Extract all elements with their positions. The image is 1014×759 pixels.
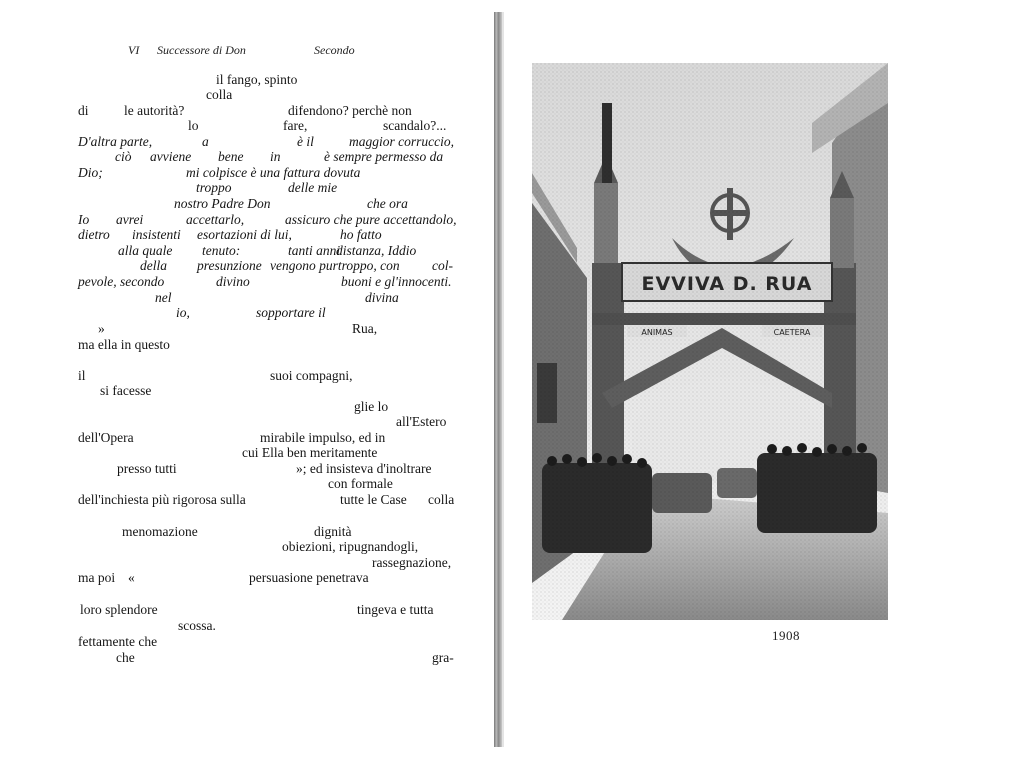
text-fragment: D'altra parte,: [78, 134, 153, 149]
text-fragment: accettarlo,: [186, 212, 245, 227]
text-fragment: in: [270, 149, 281, 164]
text-fragment: il: [78, 368, 86, 383]
text-fragment: maggior corruccio,: [349, 134, 454, 149]
text-fragment: cui Ella ben meritamente: [242, 445, 378, 460]
text-fragment: troppo: [196, 180, 232, 195]
text-fragment: loro splendore: [80, 602, 158, 617]
text-fragment: a: [202, 134, 209, 149]
text-fragment: assicuro che pure accettandolo,: [285, 212, 457, 227]
text-fragment: Io: [78, 212, 90, 227]
text-fragment: con formale: [328, 476, 393, 491]
left-page: [0, 0, 495, 759]
text-fragment: rassegnazione,: [372, 555, 452, 570]
photo-caption: 1908: [772, 628, 800, 643]
text-fragment: colla: [428, 492, 455, 507]
text-fragment: obiezioni, ripugnandogli,: [282, 539, 419, 554]
text-fragment: tenuto:: [202, 243, 241, 258]
text-fragment: colla: [206, 87, 233, 102]
text-fragment: «: [128, 570, 135, 585]
text-fragment: difendono? perchè non: [288, 103, 412, 118]
text-fragment: dietro: [78, 227, 110, 242]
text-fragment: menomazione: [122, 524, 198, 539]
book-spine: [494, 12, 502, 747]
text-fragment: che ora: [367, 196, 408, 211]
text-fragment: »: [98, 321, 105, 336]
text-fragment: avviene: [150, 149, 192, 164]
text-fragment: di: [78, 103, 89, 118]
text-fragment: buoni e gl'innocenti.: [341, 274, 452, 289]
text-fragment: Rua,: [352, 321, 378, 336]
text-fragment: fare,: [283, 118, 308, 133]
text-fragment: dell'Opera: [78, 430, 134, 445]
text-fragment: della: [140, 258, 167, 273]
text-fragment: Dio;: [78, 165, 103, 180]
text-fragment: scossa.: [178, 618, 216, 633]
text-fragment: col-: [432, 258, 453, 273]
text-fragment: insistenti: [132, 227, 181, 242]
text-fragment: che: [116, 650, 135, 665]
text-fragment: io,: [176, 305, 190, 320]
text-fragment: sopportare il: [256, 305, 326, 320]
text-fragment: divino: [216, 274, 250, 289]
text-fragment: distanza, Iddio: [336, 243, 417, 258]
text-fragment: glie lo: [354, 399, 389, 414]
text-fragment: »; ed insisteva d'inoltrare: [296, 461, 432, 476]
text-fragment: tutte le Case: [340, 492, 407, 507]
text-fragment: nostro Padre Don: [174, 196, 271, 211]
text-fragment: mirabile impulso, ed in: [260, 430, 386, 445]
archival-photograph: [532, 63, 888, 620]
text-fragment: il fango, spinto: [216, 72, 298, 87]
text-fragment: è il: [297, 134, 314, 149]
text-fragment: delle mie: [288, 180, 338, 195]
text-fragment: alla quale: [118, 243, 173, 258]
text-fragment: ma ella in questo: [78, 337, 170, 352]
text-fragment: nel: [155, 290, 172, 305]
text-fragment: ma poi: [78, 570, 116, 585]
text-fragment: persuasione penetrava: [249, 570, 369, 585]
running-header-chapter: VI: [128, 43, 140, 57]
text-fragment: suoi compagni,: [270, 368, 353, 383]
text-fragment: gra-: [432, 650, 454, 665]
text-fragment: fettamente che: [78, 634, 158, 649]
text-fragment: è sempre permesso da: [324, 149, 444, 164]
running-header-title: Successore di Don: [157, 43, 246, 57]
text-fragment: avrei: [116, 212, 144, 227]
book-spine-edge: [502, 12, 504, 747]
running-header-title-end: Secondo: [314, 43, 355, 57]
text-fragment: scandalo?...: [383, 118, 447, 133]
text-fragment: le autorità?: [124, 103, 185, 118]
text-fragment: ho fatto: [340, 227, 382, 242]
text-fragment: tanti anni: [288, 243, 341, 258]
text-fragment: lo: [188, 118, 199, 133]
text-fragment: vengono purtroppo, con: [270, 258, 400, 273]
text-fragment: all'Estero: [396, 414, 447, 429]
text-fragment: presunzione: [197, 258, 262, 273]
text-fragment: mi colpisce è una fattura dovuta: [186, 165, 361, 180]
text-fragment: dignità: [314, 524, 352, 539]
text-fragment: divina: [365, 290, 399, 305]
text-fragment: bene: [218, 149, 244, 164]
text-fragment: presso tutti: [117, 461, 177, 476]
text-fragment: ciò: [115, 149, 132, 164]
text-fragment: pevole, secondo: [78, 274, 165, 289]
text-fragment: dell'inchiesta più rigorosa sulla: [78, 492, 246, 507]
text-fragment: si facesse: [100, 383, 152, 398]
text-fragment: tingeva e tutta: [357, 602, 434, 617]
text-fragment: esortazioni di lui,: [197, 227, 292, 242]
